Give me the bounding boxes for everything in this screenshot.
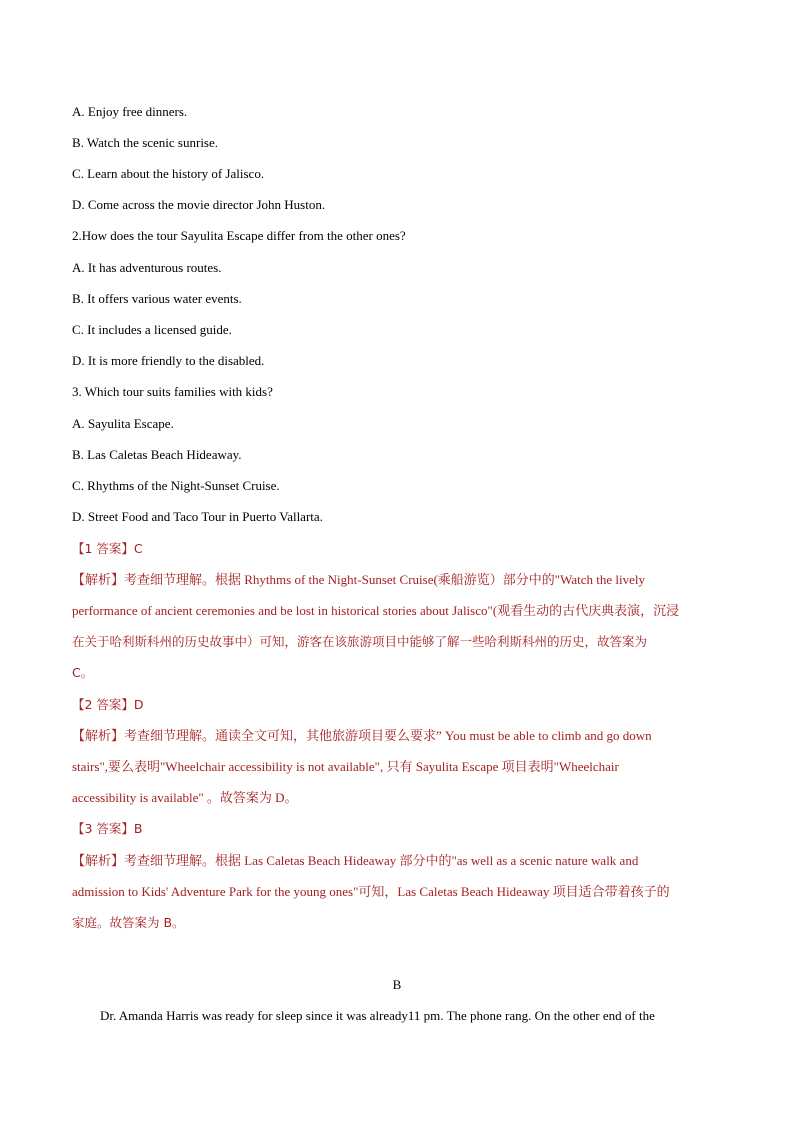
answer-1-analysis-line-1: 【解析】考查细节理解。根据 Rhythms of the Night-Sunset Cruise(乘船游览）部分中的"Watch the lively (72, 572, 645, 587)
answer-1-analysis-line-3: 在关于哈利斯科州的历史故事中）可知，游客在该旅游项目中能够了解一些哈利斯科州的历史，故答案为 (72, 634, 648, 649)
passage-b-first-line: Dr. Amanda Harris was ready for sleep since it was already11 pm. The phone rang. On the other end of the (100, 1008, 655, 1023)
answer-2-analysis-line-1: 【解析】考查细节理解。通读全文可知，其他旅游项目要么要求” You must be able to climb and go down (72, 728, 652, 743)
q3-option-c: C. Rhythms of the Night-Sunset Cruise. (72, 478, 280, 493)
passage-b-heading: B (392, 977, 402, 992)
answer-1-analysis-line-4: C。 (72, 665, 94, 680)
answer-1-label: 【1 答案】C (72, 541, 143, 556)
q3-question: 3. Which tour suits families with kids? (72, 384, 273, 399)
q2-option-b: B. It offers various water events. (72, 291, 242, 306)
answer-2-label: 【2 答案】D (72, 697, 144, 712)
answer-2-analysis-line-3: accessibility is available" 。故答案为 D。 (72, 790, 298, 805)
q3-option-b: B. Las Caletas Beach Hideaway. (72, 447, 242, 462)
answer-3-analysis-line-2: admission to Kids' Adventure Park for the young ones"可知，Las Caletas Beach Hideaway 项目适合带着孩子的 (72, 884, 670, 899)
q2-option-d: D. It is more friendly to the disabled. (72, 353, 265, 368)
q2-question: 2.How does the tour Sayulita Escape differ from the other ones? (72, 228, 406, 243)
q1-option-d: D. Come across the movie director John Huston. (72, 197, 326, 212)
answer-1-analysis-line-2: performance of ancient ceremonies and be lost in historical stories about Jalisco"(观看生动的古代庆典表演，沉浸 (72, 603, 680, 618)
answer-2-analysis-line-2: stairs",要么表明"Wheelchair accessibility is not available", 只有 Sayulita Escape 项目表明"Wheelchair (72, 759, 619, 774)
answer-3-analysis-line-3: 家庭。故答案为 B。 (72, 915, 185, 930)
q2-option-a: A. It has adventurous routes. (72, 260, 222, 275)
q3-option-d: D. Street Food and Taco Tour in Puerto Vallarta. (72, 509, 323, 524)
q1-option-c: C. Learn about the history of Jalisco. (72, 166, 265, 181)
answer-3-analysis-line-1: 【解析】考查细节理解。根据 Las Caletas Beach Hideaway 部分中的"as well as a scenic nature walk and (72, 853, 639, 868)
q2-option-c: C. It includes a licensed guide. (72, 322, 232, 337)
q3-option-a: A. Sayulita Escape. (72, 416, 174, 431)
answer-3-label: 【3 答案】B (72, 821, 143, 836)
q1-option-b: B. Watch the scenic sunrise. (72, 135, 219, 150)
q1-option-a: A. Enjoy free dinners. (72, 104, 188, 119)
